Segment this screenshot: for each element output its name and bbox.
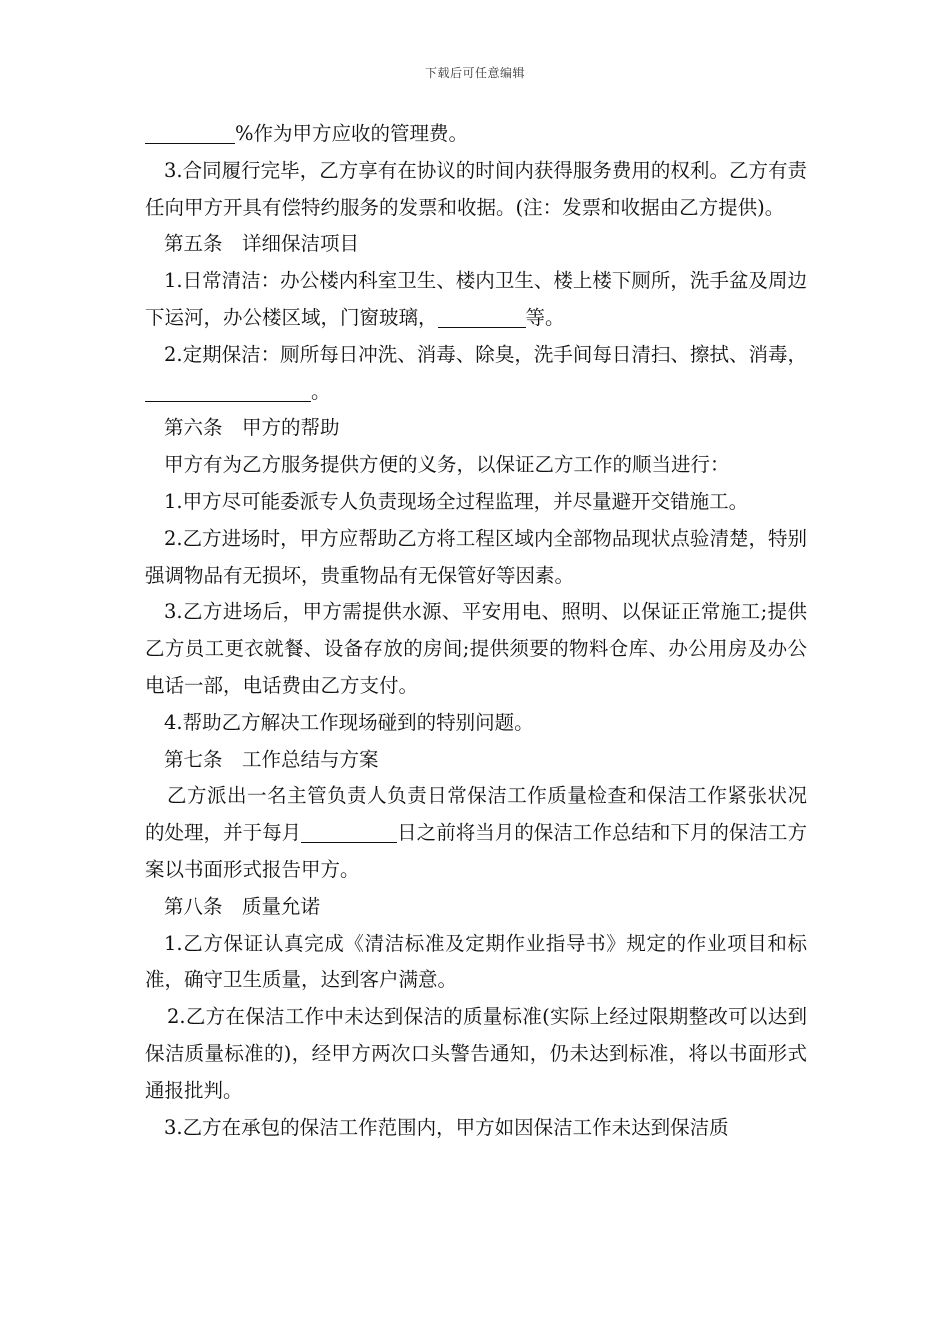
fill-blank <box>301 820 397 843</box>
paragraph-supervision: 1.甲方尽可能委派专人负责现场全过程监理，并尽量避开交错施工。 <box>164 489 749 513</box>
article-6-heading: 第六条 甲方的帮助 <box>164 416 340 440</box>
paragraph-warning: 2.乙方在保洁工作中未达到保洁的质量标准(实际上经过限期整改可以达到保洁质量标准的)，经甲方两次口头警告通知，仍未达到标准，将以书面形式通报批判。 <box>145 1005 807 1102</box>
fill-blank <box>438 305 526 328</box>
fill-blank <box>145 379 311 402</box>
text-segment: 1.日常清洁：办公楼内科室卫生、楼内卫生、楼上楼下厕所，洗手盆及周边下运河，办公楼区域，门窗玻璃， <box>145 269 807 329</box>
paragraph-party-a-duty: 甲方有为乙方服务提供方便的义务，以保证乙方工作的顺当进行： <box>164 453 730 477</box>
text-segment: 。 <box>311 379 331 403</box>
text-segment: 等。 <box>525 305 565 329</box>
article-8-heading: 第八条 质量允诺 <box>164 894 321 918</box>
text-segment: 日之前将当月的保洁工作总结和下月的保洁工方案以书面形式报告甲方。 <box>145 821 807 881</box>
fill-blank <box>145 121 235 144</box>
paragraph-management-fee <box>145 116 807 153</box>
paragraph-inspection: 2.乙方进场时，甲方应帮助乙方将工程区域内全部物品现状点验清楚，特别强调物品有无损坏，贵重物品有无保管好等因素。 <box>145 526 807 587</box>
page-header: 下载后可任意编辑 <box>424 66 525 80</box>
paragraph-facilities: 3.乙方进场后，甲方需提供水源、平安用电、照明、以保证正常施工;提供乙方员工更衣就餐、设备存放的房间;提供须要的物料仓库、办公用房及办公电话一部，电话费由乙方支付。 <box>145 600 807 697</box>
paragraph-daily-cleaning <box>145 263 807 337</box>
paragraph-work-report <box>145 778 807 888</box>
document-body <box>145 116 807 1146</box>
text-segment: 2.定期保洁：厕所每日冲洗、消毒、除臭，洗手间每日清扫、擦拭、消毒， <box>164 342 807 366</box>
text-segment: %作为甲方应收的管理费。 <box>235 122 469 145</box>
paragraph-service-fee-rights: 3.合同履行完毕，乙方享有在协议的时间内获得服务费用的权利。乙方有责任向甲方开具有偿特约服务的发票和收据。(注：发票和收据由乙方提供)。 <box>145 158 807 219</box>
paragraph-special-issues: 4.帮助乙方解决工作现场碰到的特别问题。 <box>164 710 534 734</box>
paragraph-periodic-cleaning <box>145 337 807 411</box>
article-5-heading: 第五条 详细保洁项目 <box>164 232 360 256</box>
paragraph-quality-standard: 1.乙方保证认真完成《清洁标准及定期作业指导书》规定的作业项目和标准，确守卫生质量，达到客户满意。 <box>145 931 807 992</box>
paragraph-scope: 3.乙方在承包的保洁工作范围内，甲方如因保洁工作未达到保洁质 <box>164 1115 729 1139</box>
text-segment: 乙方派出一名主管负责人负责日常保洁工作质量检查和保洁工作紧张状况的处理，并于每月 <box>145 784 807 845</box>
article-7-heading: 第七条 工作总结与方案 <box>164 747 379 771</box>
